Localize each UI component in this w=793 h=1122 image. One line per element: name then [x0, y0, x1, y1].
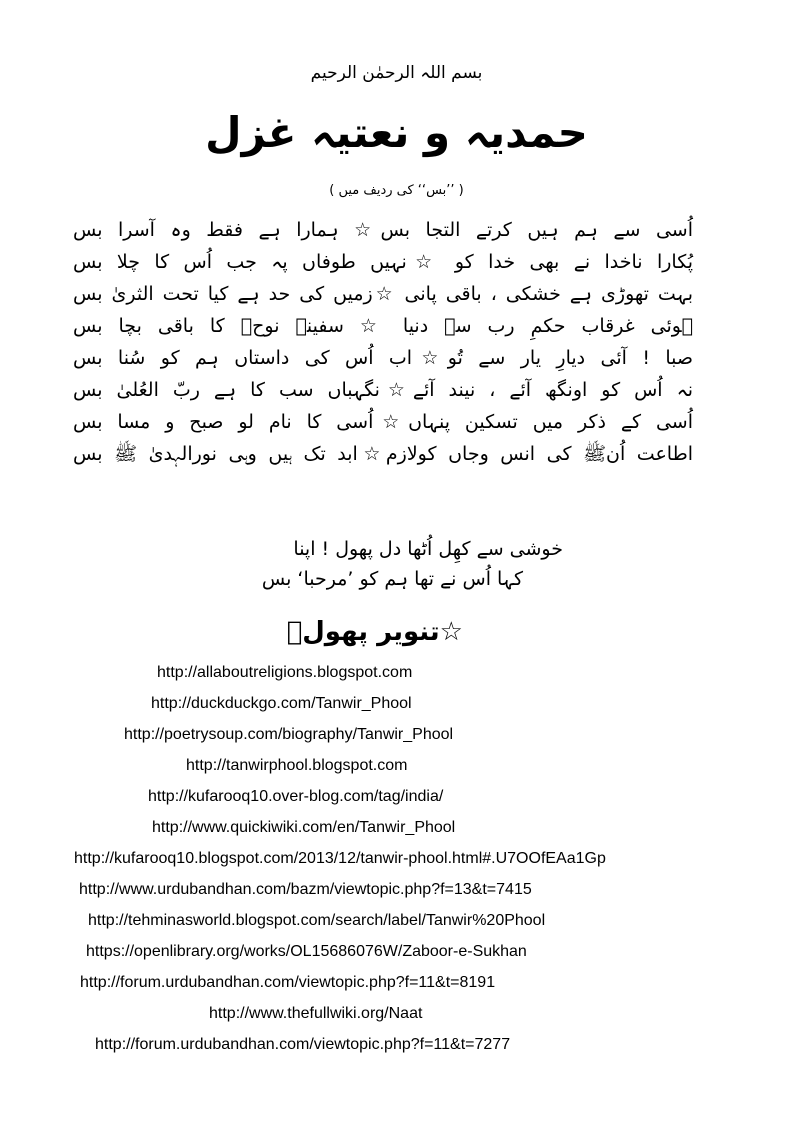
reference-link[interactable]: https://openlibrary.org/works/OL15686076W/Zaboor-e-Sukhan [86, 943, 527, 960]
bismillah-text: بسم اللہ الرحمٰن الرحیم [310, 63, 483, 83]
verse-line: اُسی کے ذکر میں تسکین پنہاں☆اُسی کا نام لو صبح و مسا بس [73, 411, 693, 433]
bismillah-heading [0, 62, 793, 83]
reference-link[interactable]: http://forum.urdubandhan.com/viewtopic.php?f=11&t=8191 [80, 974, 496, 991]
closing-couplet [183, 534, 563, 594]
reference-link[interactable]: http://tehminasworld.blogspot.com/search/label/Tanwir%20Phool [88, 912, 546, 929]
reference-link[interactable]: http://duckduckgo.com/Tanwir_Phool [151, 695, 412, 712]
verse-line: بہت تھوڑی ہے خشکی ، باقی پانی ☆زمیں کی حد ہے کیا تحت الثریٰ بس [73, 283, 693, 305]
reference-link[interactable]: http://www.urdubandhan.com/bazm/viewtopic.php?f=13&t=7415 [79, 881, 532, 898]
verse-line: پُکارا ناخدا نے بھی خدا کو ☆نہیں طوفاں پہ جب اُس کا چلا بس [73, 251, 693, 273]
verse-line: اطاعت اُنﷺ کی انس وجاں کولازم☆ابد تک ہیں وہی نورالہدیٰ ﷺ بس [73, 443, 693, 465]
closing-line: خوشی سے کھِل اُٹھا دل پھول ! اپنا [293, 538, 563, 560]
reference-link[interactable]: http://forum.urdubandhan.com/viewtopic.php?f=11&t=7277 [95, 1036, 511, 1053]
reference-link[interactable]: http://kufarooq10.over-blog.com/tag/india/ [148, 788, 444, 805]
verse-line: ہوئی غرقاب حکمِ رب سے دنیا ☆ سفینہ نوحؑ کا باقی بچا بس [73, 315, 693, 337]
poet-signature: ☆تنویر پھولؔ [286, 617, 463, 647]
reference-link[interactable]: http://www.quickiwiki.com/en/Tanwir_Phool [152, 819, 456, 836]
verse-line: صبا ! آئی دیارِ یار سے تُو☆اب اُس کی داستاں ہم کو سُنا بس [73, 347, 693, 369]
reference-link[interactable]: http://tanwirphool.blogspot.com [186, 757, 408, 774]
reference-link[interactable]: http://poetrysoup.com/biography/Tanwir_Phool [124, 726, 454, 743]
poem-subtitle: ( ’’بس‘‘ کی ردیف میں ) [329, 183, 464, 198]
reference-link[interactable]: http://www.thefullwiki.org/Naat [209, 1005, 423, 1022]
closing-line: کہا اُس نے تھا ہم کو ’مرحبا‘ بس [261, 568, 523, 590]
reference-link[interactable]: http://allaboutreligions.blogspot.com [157, 664, 413, 681]
verse-line: نہ اُس کو اونگھ آئے ، نیند آئے☆نگہباں سب کا ہے ربّ العُلیٰ بس [73, 379, 693, 401]
poem-verses [73, 214, 693, 470]
verse-line: اُسی سے ہم ہیں کرتے التجا بس☆ ہمارا ہے فقط وہ آسرا بس [73, 219, 693, 241]
reference-link[interactable]: http://kufarooq10.blogspot.com/2013/12/tanwir-phool.html#.U7OOfEAa1Gp [74, 850, 606, 867]
poem-title: حمدیہ و نعتیہ غزل [205, 108, 588, 157]
